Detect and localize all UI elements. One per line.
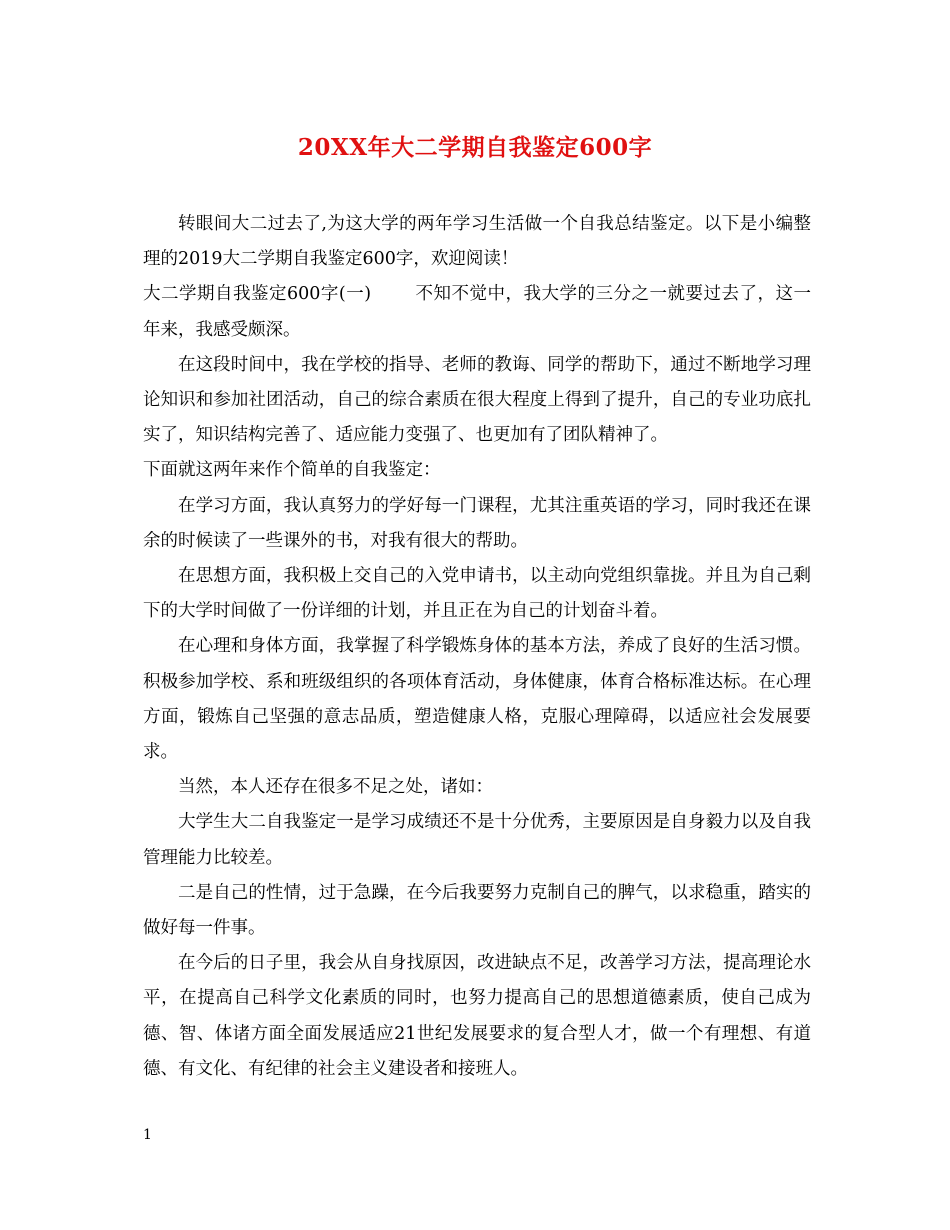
paragraph-1: 在这段时间中，我在学校的指导、老师的教诲、同学的帮助下，通过不断地学习理论知识和参加社团活动，自己的综合素质在很大程度上得到了提升，自己的专业功底扎实了，知识结构完善了、适应能力变强了、也更加有了团队精神了。 [143,354,811,446]
paragraph-8: 二是自己的性情，过于急躁，在今后我要努力克制自己的脾气，以求稳重，踏实的做好每一件事。 [143,882,811,939]
document-title: 20XX年大二学期自我鉴定600字 [297,134,653,161]
paragraph-3: 在学习方面，我认真努力的学好每一门课程，尤其注重英语的学习，同时我还在课余的时候读了一些课外的书，对我有很大的帮助。 [143,495,811,551]
paragraph-5: 在心理和身体方面，我掌握了科学锻炼身体的基本方法，养成了良好的生活习惯。积极参加学校、系和班级组织的各项体育活动，身体健康，体育合格标准达标。在心理方面，锻炼自己坚强的意志品质，塑造健康人格，克服心理障碍，以适应社会发展要求。 [143,636,811,763]
document-body [143,207,811,1087]
paragraph-9: 在今后的日子里，我会从自身找原因，改进缺点不足，改善学习方法，提高理论水平，在提高自己科学文化素质的同时，也努力提高自己的思想道德素质，使自己成为德、智、体诸方面全面发展适应21世纪发展要求的复合型人才，做一个有理想、有道德、有文化、有纪律的社会主义建设者和接班人。 [143,953,811,1079]
section-heading-line [143,277,811,347]
paragraph-7: 大学生大二自我鉴定一是学习成绩还不是十分优秀，主要原因是自身毅力以及自我管理能力比较差。 [143,812,811,868]
paragraph-2: 下面就这两年来作个简单的自我鉴定： [143,460,441,481]
intro-paragraph: 转眼间大二过去了,为这大学的两年学习生活做一个自我总结鉴定。以下是小编整理的2019大二学期自我鉴定600字，欢迎阅读！ [143,214,811,270]
paragraph-6: 当然，本人还存在很多不足之处，诸如： [178,777,493,798]
section-first-paragraph: 不知不觉中，我大学的三分之一就要过去了，这一年来，我感受颇深。 [143,284,812,340]
section-heading: 大二学期自我鉴定600字(一) [143,284,372,305]
page-number: 1 [143,1127,152,1143]
paragraph-4: 在思想方面，我积极上交自己的入党申请书，以主动向党组织靠拢。并且为自己剩下的大学时间做了一份详细的计划，并且正在为自己的计划奋斗着。 [143,566,811,622]
